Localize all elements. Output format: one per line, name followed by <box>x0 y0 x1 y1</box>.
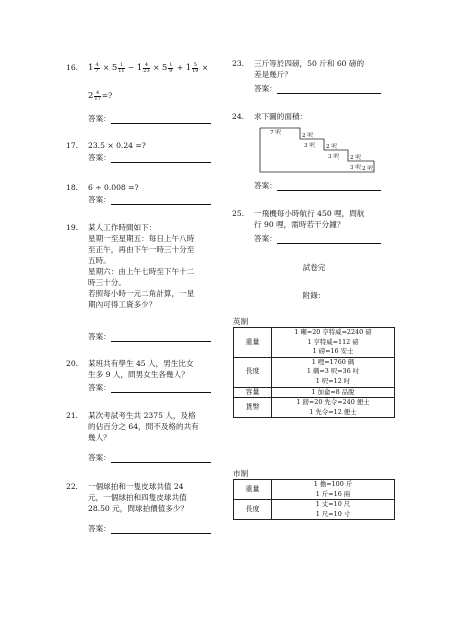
stair-label: 2 呎 <box>362 166 373 172</box>
answer-20[interactable]: 答案： <box>88 382 211 393</box>
table-row: 貨幣 1 鎊=20 先令=240 便士 1 先令=12 便士 <box>234 398 395 418</box>
stair-label: 7 呎 <box>270 130 281 136</box>
answer-22[interactable]: 答案： <box>88 523 211 534</box>
answer-16[interactable]: 答案： <box>88 113 211 124</box>
stair-label: 2 呎 <box>302 133 313 139</box>
table-row: 重量 1 噸=20 亨特威=2240 磅 1 亨特威=112 磅 1 磅=16 安士 <box>234 328 395 358</box>
appendix-title: 附錄： <box>302 291 326 300</box>
stair-label: 3 呎 <box>350 165 361 171</box>
answer-24[interactable]: 答案： <box>254 180 381 191</box>
stair-label: 3 呎 <box>304 143 315 149</box>
table-row: 長度 1 丈=10 尺 1 尺=10 寸 <box>234 500 395 520</box>
question-number: 16. <box>66 63 79 72</box>
staircase-figure <box>258 126 378 174</box>
imperial-units-table <box>233 327 395 418</box>
question-expression: 1 $\frac{4}{7}$ × 5 $\frac{1}{11}$ − 1 $\frac{4}{23}$ × 5 $\frac{1}{9}$ + 1 $\frac{5}{19}$ × <box>88 61 209 74</box>
table-row: 容量 1 加侖=8 品脫 <box>234 387 395 398</box>
answer-18[interactable]: 答案： <box>88 194 211 205</box>
stair-label: 2 呎 <box>350 155 361 161</box>
end-of-paper: 試卷完 <box>302 263 326 272</box>
chinese-title: 市制 <box>233 469 249 478</box>
question-16 <box>66 62 216 118</box>
answer-21[interactable]: 答案： <box>88 452 211 463</box>
stair-label: 3 呎 <box>328 154 339 160</box>
answer-19[interactable]: 答案： <box>88 331 211 342</box>
answer-25[interactable]: 答案： <box>254 233 381 244</box>
chinese-units-table <box>233 479 395 520</box>
table-row: 長度 1 哩=1760 碼 1 碼=3 呎=36 吋 1 呎=12 吋 <box>234 357 395 387</box>
stair-label: 2 呎 <box>326 144 337 150</box>
answer-23[interactable]: 答案： <box>254 83 381 94</box>
imperial-title: 英制 <box>233 317 249 326</box>
question-expression-continued: 2 $\frac{4}{17}$ =? <box>88 89 113 102</box>
answer-17[interactable]: 答案： <box>88 152 211 163</box>
table-row: 重量 1 擔=100 斤 1 斤=16 兩 <box>234 480 395 500</box>
